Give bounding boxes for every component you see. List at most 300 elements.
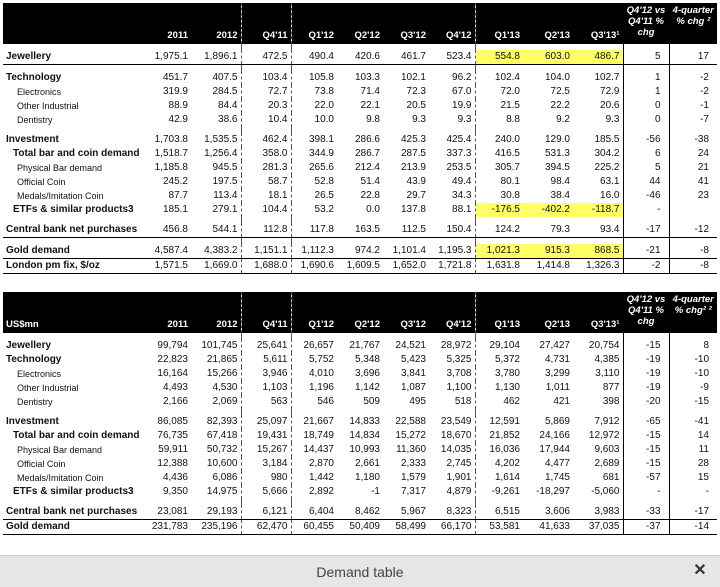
table-cell: 240.0: [475, 133, 523, 147]
table-cell: 8: [669, 339, 717, 353]
table-cell: 3,983: [573, 505, 623, 520]
table-cell: 1,112.3: [291, 244, 337, 259]
row-label: Technology: [6, 354, 62, 365]
table-cell: -17: [623, 223, 669, 238]
table-cell: 12,591: [475, 415, 523, 429]
table-cell: 531.3: [544, 148, 570, 159]
table-cell: 462.4: [241, 133, 291, 147]
table-cell: -402.2: [523, 203, 573, 217]
table-cell: 76,735: [157, 430, 188, 441]
table-cell: 72.7: [241, 85, 291, 99]
table-cell: 14,833: [349, 416, 380, 427]
column-header: 2011: [146, 292, 191, 333]
table-cell: 495: [409, 396, 426, 407]
table-cell: 1,414.8: [523, 259, 573, 274]
table-cell: -9,261: [475, 485, 523, 499]
table-cell: -10: [669, 353, 717, 367]
table-cell: 16,036: [475, 443, 523, 457]
row-label: Medals/Imitation Coin: [17, 473, 104, 483]
table-cell: 461.7: [383, 50, 429, 65]
column-header: Q3'12: [383, 3, 429, 44]
table-cell: 2,333: [400, 458, 426, 469]
table-cell: 4,879: [446, 486, 472, 497]
table-cell: 67,418: [206, 430, 238, 441]
column-header: Q2'12: [337, 292, 383, 333]
table-cell: 523.4: [429, 50, 475, 65]
table-cell: 50,409: [337, 520, 383, 535]
table-cell: 1,631.8: [475, 259, 523, 274]
table-cell: 99,794: [157, 340, 188, 351]
table-cell: 163.5: [337, 223, 383, 238]
table-cell: 6,121: [241, 505, 291, 520]
row-label: Investment: [6, 134, 59, 145]
table-cell: 10,993: [349, 444, 380, 455]
table-cell: 6,086: [212, 472, 238, 483]
table-row: [3, 223, 717, 238]
table-cell: -1: [669, 99, 717, 113]
table-cell: 8,462: [337, 505, 383, 520]
table-body: [3, 333, 717, 535]
table-cell: -19: [623, 367, 669, 381]
column-header: 2011: [146, 3, 191, 44]
table-cell: 319.9: [162, 86, 188, 97]
row-label: Physical Bar demand: [17, 163, 103, 173]
table-cell: 1,518.7: [154, 148, 188, 159]
table-cell: 28: [669, 457, 717, 471]
table-cell: 30.8: [475, 189, 523, 203]
table-cell: 7,317: [400, 486, 426, 497]
table-cell: 235,196: [191, 520, 241, 535]
table-row: [3, 189, 717, 203]
row-label: Total bar and coin demand: [13, 148, 140, 159]
table-cell: 12,972: [588, 430, 620, 441]
table-cell: 0: [623, 113, 669, 127]
table-cell: 518: [454, 396, 472, 407]
table-cell: 52.8: [291, 175, 337, 189]
column-header: Q2'12: [337, 3, 383, 44]
bottom-bar: [0, 555, 720, 587]
table-cell: 22.8: [360, 190, 380, 201]
table-cell: 1,535.5: [204, 134, 238, 145]
table-cell: 20.5: [406, 100, 426, 111]
table-cell: 8,323: [429, 505, 475, 520]
table-cell: 20.3: [241, 99, 291, 113]
table-row: [3, 339, 717, 353]
table-header: [3, 292, 717, 333]
table-row: [3, 99, 717, 113]
table-cell: 231,783: [146, 520, 191, 535]
row-label: Gold demand: [3, 520, 146, 535]
row-label: Investment: [6, 416, 59, 427]
table-cell: 117.8: [291, 223, 337, 238]
table-cell: 21,767: [349, 340, 380, 351]
table-cell: 486.7: [573, 50, 623, 65]
table-cell: 3,184: [241, 457, 291, 471]
column-header-four-quarter-pct: 4-quarter % chg ²: [669, 3, 717, 44]
table-cell: 2,661: [354, 458, 380, 469]
table-cell: 53,581: [475, 520, 523, 535]
table-cell: 344.9: [291, 147, 337, 161]
column-header-q4-vs-q4-pct: Q4'12 vs Q4'11 % chg: [623, 3, 669, 44]
row-label: Central bank net purchases: [3, 505, 146, 520]
table-cell: 9.3: [412, 114, 426, 125]
table-cell: 5,423: [400, 354, 426, 365]
table-row: [3, 395, 717, 409]
column-header: Q3'13¹: [573, 292, 623, 333]
table-cell: 0: [623, 99, 669, 113]
table-cell: 49.4: [452, 176, 472, 187]
table-cell: 5: [623, 50, 669, 65]
table-cell: 24,521: [395, 340, 426, 351]
table-cell: 2,870: [291, 457, 337, 471]
table-cell: -15: [623, 443, 669, 457]
table-cell: -33: [623, 505, 669, 520]
table-cell: 1,442: [291, 471, 337, 485]
table-cell: 18,670: [440, 430, 472, 441]
table-cell: -20: [623, 395, 669, 409]
table-cell: 544.1: [191, 223, 241, 238]
table-cell: 287.5: [400, 148, 426, 159]
table-cell: 398: [602, 396, 620, 407]
table-cell: 1,195.3: [429, 244, 475, 259]
table-cell: 1,326.3: [573, 259, 623, 274]
table-cell: -1: [371, 486, 380, 497]
table-cell: 3,946: [241, 367, 291, 381]
row-label: London pm fix, $/oz: [3, 259, 146, 274]
table-cell: 1,896.1: [191, 50, 241, 65]
table-cell: 23,549: [440, 416, 472, 427]
table-row: [3, 175, 717, 189]
table-row: [3, 520, 717, 535]
table-cell: -9: [669, 381, 717, 395]
table-cell: 112.8: [241, 223, 291, 238]
table-cell: 79.3: [523, 223, 573, 238]
table-row: [3, 381, 717, 395]
table-cell: 1,703.8: [154, 134, 188, 145]
table-cell: 1,579: [400, 472, 426, 483]
table-cell: -8: [669, 259, 717, 274]
table-cell: 420.6: [337, 50, 383, 65]
row-label: Electronics: [17, 369, 62, 379]
table-cell: 1,571.5: [146, 259, 191, 274]
table-cell: 51.4: [360, 176, 380, 187]
table-cell: 915.3: [523, 244, 573, 259]
table-cell: 472.5: [241, 50, 291, 65]
table-cell: 3,110: [595, 368, 620, 379]
table-cell: 1: [623, 71, 669, 85]
table-cell: 10.0: [291, 113, 337, 127]
table-cell: 980: [241, 471, 291, 485]
table-header: [3, 3, 717, 44]
table-cell: 102.1: [400, 72, 426, 83]
table-cell: 23: [669, 189, 717, 203]
table-cell: -46: [623, 189, 669, 203]
table-cell: 4,202: [475, 457, 523, 471]
table-cell: 1,609.5: [337, 259, 383, 274]
table-cell: 15,272: [395, 430, 426, 441]
table-cell: 103.3: [354, 72, 380, 83]
table-row: [3, 367, 717, 381]
close-icon[interactable]: ✕: [693, 562, 707, 579]
table-row: [3, 457, 717, 471]
table-cell: 245.2: [162, 176, 188, 187]
table-cell: 9.2: [556, 114, 570, 125]
table-cell: 4,383.2: [191, 244, 241, 259]
table-cell: 5,752: [291, 353, 337, 367]
table-cell: 93.4: [573, 223, 623, 238]
table-cell: 1,196: [291, 381, 337, 395]
table-row: [3, 147, 717, 161]
table-cell: 2,069: [212, 396, 238, 407]
table-cell: -15: [623, 339, 669, 353]
table-cell: 104.4: [241, 203, 291, 217]
table-cell: -14: [669, 520, 717, 535]
table-cell: 9,350: [162, 486, 188, 497]
table-cell: 10,600: [206, 458, 238, 469]
table-cell: 4,493: [162, 382, 188, 393]
table-cell: 113.4: [213, 190, 238, 201]
table-cell: 284.5: [212, 86, 238, 97]
table-cell: -19: [623, 381, 669, 395]
table-cell: 28,972: [440, 340, 472, 351]
header-label: [3, 3, 146, 44]
table-row: [3, 203, 717, 217]
table-cell: 1,151.1: [241, 244, 291, 259]
table-cell: 337.3: [446, 148, 472, 159]
table-cell: 53.2: [291, 203, 337, 217]
table-cell: -2: [669, 71, 717, 85]
table-cell: -10: [669, 367, 717, 381]
column-header: Q4'12: [429, 292, 475, 333]
table-cell: 1: [623, 85, 669, 99]
table-cell: 212.4: [354, 162, 380, 173]
table-cell: 281.3: [241, 161, 291, 175]
table-cell: 253.5: [446, 162, 472, 173]
table-row: [3, 485, 717, 499]
table-cell: 24: [669, 147, 717, 161]
header-label: US$mn: [3, 292, 146, 333]
table-cell: 407.5: [212, 72, 238, 83]
table-cell: 9,603: [594, 444, 620, 455]
row-label: Technology: [6, 72, 62, 83]
table-cell: 1,103: [241, 381, 291, 395]
table-cell: 3,606: [523, 505, 573, 520]
row-label: Dentistry: [17, 115, 53, 125]
table-body: [3, 44, 717, 274]
table-cell: 101,745: [201, 340, 238, 351]
table-cell: 398.1: [291, 133, 337, 147]
table-cell: -8: [669, 244, 717, 259]
table-cell: 29,193: [191, 505, 241, 520]
table-cell: 21: [669, 161, 717, 175]
table-cell: 8.8: [475, 113, 523, 127]
table-cell: 16.0: [600, 190, 620, 201]
table-cell: 421: [553, 396, 570, 407]
table-cell: 3,708: [446, 368, 472, 379]
table-cell: -: [623, 485, 669, 499]
table-cell: 86,085: [157, 416, 188, 427]
table-cell: 15,266: [206, 368, 238, 379]
table-cell: 26.5: [291, 189, 337, 203]
table-cell: -5,060: [591, 486, 620, 497]
table-row: [3, 429, 717, 443]
table-row: [3, 244, 717, 259]
row-label: Official Coin: [17, 177, 66, 187]
table-cell: 4,587.4: [146, 244, 191, 259]
row-label: Central bank net purchases: [3, 223, 146, 238]
table-cell: 25,641: [241, 339, 291, 353]
table-cell: 10.4: [241, 113, 291, 127]
row-label: ETFs & similar products3: [13, 486, 134, 497]
table-cell: -12: [669, 223, 717, 238]
table-cell: 22,588: [395, 416, 426, 427]
row-label: Gold demand: [3, 244, 146, 259]
table-cell: 2,689: [594, 458, 620, 469]
table-cell: 1,256.4: [204, 148, 238, 159]
table-cell: 71.4: [360, 86, 380, 97]
table-row: [3, 161, 717, 175]
table-cell: 6,515: [475, 505, 523, 520]
column-header: Q1'13: [475, 3, 523, 44]
table-cell: 22,823: [157, 354, 188, 365]
table-cell: 3,780: [475, 367, 523, 381]
table-cell: 59,911: [158, 444, 188, 455]
table-cell: 5,666: [241, 485, 291, 499]
row-label: Physical Bar demand: [17, 445, 103, 455]
row-label: Other Industrial: [17, 101, 79, 111]
table-cell: 22.0: [291, 99, 337, 113]
table-cell: 416.5: [475, 147, 523, 161]
table-row: [3, 71, 717, 85]
table-cell: 22.1: [360, 100, 380, 111]
table-cell: 67.0: [452, 86, 472, 97]
table-cell: 25,097: [241, 415, 291, 429]
table-cell: 462: [475, 395, 523, 409]
table-cell: -18,297: [536, 486, 570, 497]
table-cell: 5,348: [354, 354, 380, 365]
table-cell: 150.4: [429, 223, 475, 238]
table-cell: 286.7: [354, 148, 380, 159]
table-cell: 4,010: [291, 367, 337, 381]
demand-table-tonnes: [3, 3, 717, 274]
table-cell: 1,652.0: [383, 259, 429, 274]
table-cell: 1,745: [544, 472, 570, 483]
table-cell: 17,944: [539, 444, 570, 455]
table-cell: 5: [623, 161, 669, 175]
table-cell: 425.3: [400, 134, 426, 145]
table-cell: 21.5: [475, 99, 523, 113]
table-cell: 88.1: [452, 204, 472, 215]
table-cell: 4,436: [162, 472, 188, 483]
table-cell: 14: [669, 429, 717, 443]
table-cell: -15: [669, 395, 717, 409]
table-cell: 17: [669, 50, 717, 65]
table-cell: 4,731: [544, 354, 570, 365]
table-cell: 279.1: [212, 204, 238, 215]
column-header: 2012: [191, 3, 241, 44]
table-cell: 974.2: [337, 244, 383, 259]
table-cell: 72.0: [475, 85, 523, 99]
table-cell: 29.7: [406, 190, 426, 201]
table-cell: 41,633: [523, 520, 573, 535]
table-cell: 9.8: [366, 114, 380, 125]
table-cell: 7,912: [594, 416, 620, 427]
row-label: Total bar and coin demand: [13, 430, 140, 441]
table-cell: 20.6: [600, 100, 620, 111]
table-cell: 23,081: [146, 505, 191, 520]
table-cell: 3,696: [354, 368, 380, 379]
table-row: [3, 50, 717, 65]
table-cell: 38.6: [218, 114, 238, 125]
table-cell: 21,667: [291, 415, 337, 429]
table-cell: 26,657: [291, 339, 337, 353]
table-cell: 104.0: [544, 72, 570, 83]
column-header: Q2'13: [523, 3, 573, 44]
table-cell: -118.7: [573, 203, 623, 217]
table-cell: 34.3: [452, 190, 472, 201]
table-cell: 14,975: [206, 486, 238, 497]
table-cell: 394.5: [544, 162, 570, 173]
table-cell: -65: [623, 415, 669, 429]
table-cell: 137.8: [400, 204, 426, 215]
table-cell: 60,455: [291, 520, 337, 535]
row-label: Electronics: [17, 87, 62, 97]
row-label: Official Coin: [17, 459, 66, 469]
table-cell: 305.7: [475, 161, 523, 175]
table-cell: 6: [623, 147, 669, 161]
table-row: [3, 85, 717, 99]
table-cell: -38: [669, 133, 717, 147]
table-cell: 124.2: [475, 223, 523, 238]
table-cell: 102.7: [594, 72, 620, 83]
table-row: [3, 471, 717, 485]
table-cell: 72.3: [406, 86, 426, 97]
table-cell: 1,011: [545, 382, 570, 393]
column-header: Q4'12: [429, 3, 475, 44]
table-row: [3, 259, 717, 274]
table-cell: 14,035: [440, 444, 472, 455]
table-cell: 15,267: [241, 443, 291, 457]
table-cell: 18,749: [291, 429, 337, 443]
table-cell: 43.9: [406, 176, 426, 187]
table-cell: 1,614: [475, 471, 523, 485]
table-cell: 11: [669, 443, 717, 457]
table-cell: 554.8: [475, 50, 523, 65]
table-cell: 225.2: [594, 162, 620, 173]
table-cell: 88.9: [168, 100, 188, 111]
column-header-four-quarter-pct: 4-quarter % chg² ²: [669, 292, 717, 333]
table-cell: -19: [623, 353, 669, 367]
table-cell: 1,021.3: [475, 244, 523, 259]
table-cell: 490.4: [291, 50, 337, 65]
table-row: [3, 353, 717, 367]
row-label: Jewellery: [6, 340, 52, 351]
table-cell: 37,035: [573, 520, 623, 535]
table-cell: 6,404: [291, 505, 337, 520]
table-cell: 1,975.1: [146, 50, 191, 65]
demand-table-usd: [3, 292, 717, 535]
table-cell: 2,892: [291, 485, 337, 499]
table-cell: 19,431: [241, 429, 291, 443]
table-cell: 4,477: [544, 458, 570, 469]
table-cell: 80.1: [475, 175, 523, 189]
table-cell: 1,142: [354, 382, 380, 393]
table-cell: 456.8: [146, 223, 191, 238]
table-cell: 5,967: [383, 505, 429, 520]
table-cell: 4,530: [212, 382, 238, 393]
table-cell: -21: [623, 244, 669, 259]
row-label: Medals/Imitation Coin: [17, 191, 104, 201]
